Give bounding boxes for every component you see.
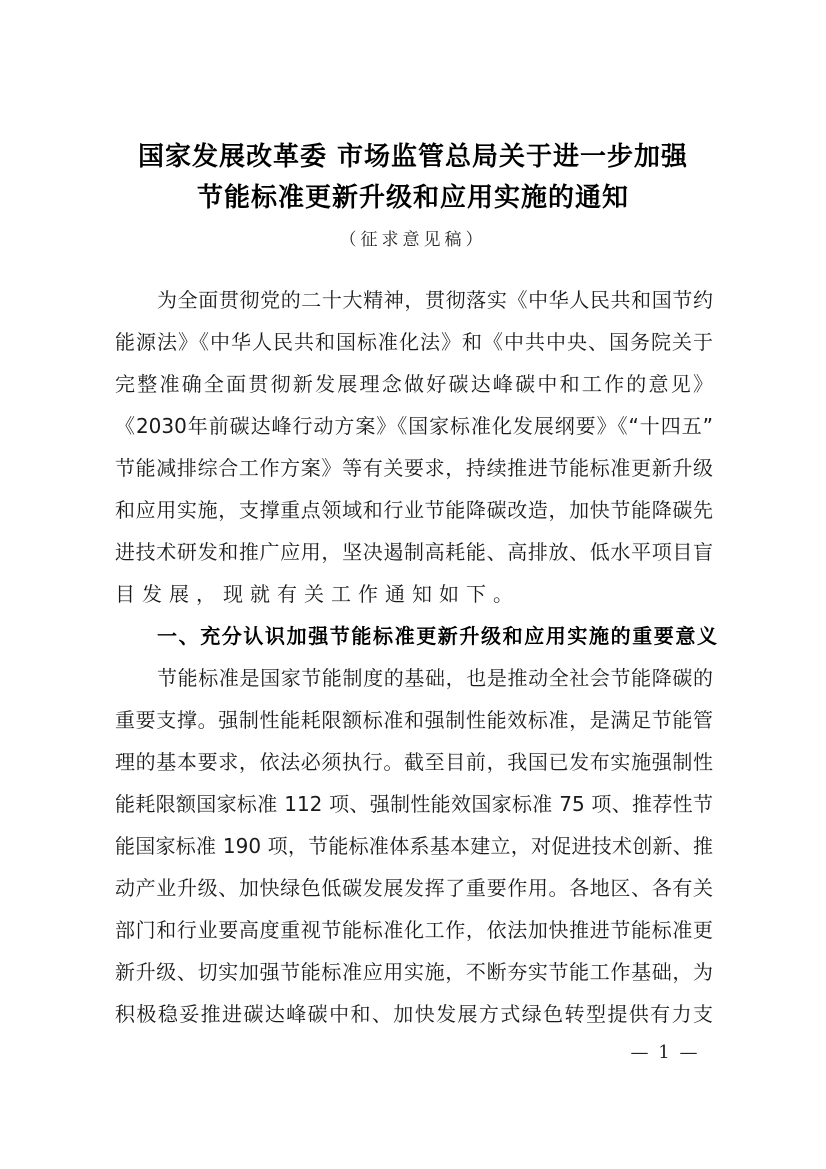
paragraph-line: 积极稳妥推进碳达峰碳中和、加快发展方式绿色转型提供有力支 xyxy=(115,1002,713,1026)
document-title-line-1: 国家发展改革委 市场监管总局关于进一步加强 xyxy=(137,142,689,172)
paragraph-line: 为全面贯彻党的二十大精神，贯彻落实《中华人民共和国节约 xyxy=(157,288,713,312)
page-number: — 1 — xyxy=(630,1042,700,1063)
section-1-heading: 一、充分认识加强节能标准更新升级和应用实施的重要意义 xyxy=(157,624,717,648)
paragraph-line: 重要支撑。强制性能耗限额标准和强制性能效标准，是满足节能管 xyxy=(115,708,713,732)
paragraph-line: 部门和行业要高度重视节能标准化工作，依法加快推进节能标准更 xyxy=(115,918,713,942)
paragraph-line: 进技术研发和推广应用，坚决遏制高耗能、高排放、低水平项目盲 xyxy=(115,540,713,564)
paragraph-line: 动产业升级、加快绿色低碳发展发挥了重要作用。各地区、各有关 xyxy=(115,876,713,900)
paragraph-line: 和应用实施，支撑重点领域和行业节能降碳改造，加快节能降碳先 xyxy=(115,498,713,522)
paragraph-line: 节能标准是国家节能制度的基础，也是推动全社会节能降碳的 xyxy=(157,666,713,690)
paragraph-line: 新升级、切实加强节能标准应用实施，不断夯实节能工作基础，为 xyxy=(115,960,713,984)
paragraph-line: 完整准确全面贯彻新发展理念做好碳达峰碳中和工作的意见》 xyxy=(115,372,713,396)
paragraph-line: 节能减排综合工作方案》等有关要求，持续推进节能标准更新升级 xyxy=(115,456,713,480)
paragraph-line: 能耗限额国家标准 112 项、强制性能效国家标准 75 项、推荐性节 xyxy=(115,792,713,816)
intro-paragraph xyxy=(115,279,713,615)
section-1-paragraph xyxy=(115,657,713,1035)
paragraph-line: 能源法》《中华人民共和国标准化法》和《中共中央、国务院关于 xyxy=(115,330,713,354)
paragraph-line: 理的基本要求，依法必须执行。截至目前，我国已发布实施强制性 xyxy=(115,750,713,774)
document-subtitle: （征求意见稿） xyxy=(339,230,487,250)
paragraph-line: 目发展，现就有关工作通知如下。 xyxy=(115,582,520,606)
document-title-line-2: 节能标准更新升级和应用实施的通知 xyxy=(196,183,629,213)
paragraph-line: 《2030年前碳达峰行动方案》《国家标准化发展纲要》《“十四五” xyxy=(115,414,713,438)
paragraph-line: 能国家标准 190 项，节能标准体系基本建立，对促进技术创新、推 xyxy=(115,834,713,858)
